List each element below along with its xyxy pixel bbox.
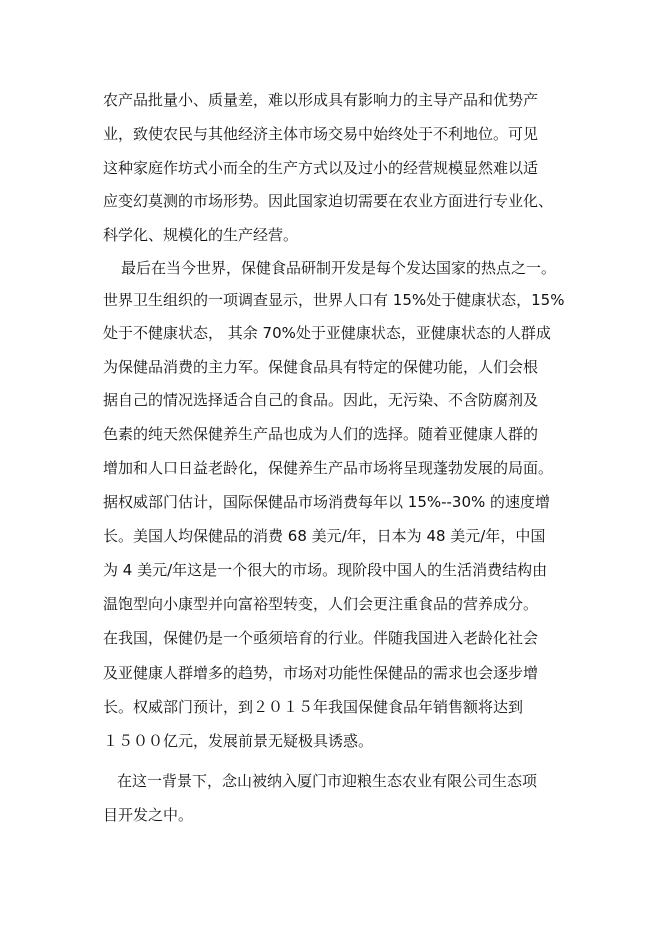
text-line: 业，致使农民与其他经济主体市场交易中始终处于不利地位。可见 — [103, 125, 539, 143]
text-line: 这种家庭作坊式小而全的生产方式以及过小的经营规模显然难以适 — [103, 159, 539, 177]
text-line: 最后在当今世界，保健食品研制开发是每个发达国家的热点之一。 — [121, 259, 557, 277]
text-line: 长。美国人均保健品的消费 68 美元/年，日本为 48 美元/年，中国 — [103, 527, 546, 545]
text-line: 长。权威部门预计，到２０１５年我国保健食品年销售额将达到 — [103, 698, 524, 716]
text-line: 农产品批量小、质量差，难以形成具有影响力的主导产品和优势产 — [103, 91, 539, 109]
text-line: 目开发之中。 — [103, 806, 194, 824]
text-line: 增加和人口日益老龄化，保健养生产品市场将呈现蓬勃发展的局面。 — [103, 459, 554, 477]
text-line: 据自己的情况选择适合自己的食品。因此，无污染、不含防腐剂及 — [103, 391, 539, 409]
text-line: 为保健品消费的主力军。保健食品具有特定的保健功能，人们会根 — [103, 358, 539, 376]
text-line: 科学化、规模化的生产经营。 — [103, 226, 299, 244]
text-line: 世界卫生组织的一项调查显示，世界人口有 15%处于健康状态，15% — [103, 291, 565, 309]
text-line: 据权威部门估计，国际保健品市场消费每年以 15%--30% 的速度增 — [103, 493, 551, 511]
text-line: 应变幻莫测的市场形势。因此国家迫切需要在农业方面进行专业化、 — [103, 192, 554, 210]
text-line: 处于不健康状态， 其余 70%处于亚健康状态，亚健康状态的人群成 — [103, 324, 551, 342]
text-line: １５００亿元，发展前景无疑极具诱惑。 — [103, 732, 374, 750]
text-line: 色素的纯天然保健养生产品也成为人们的选择。随着亚健康人群的 — [103, 425, 539, 443]
text-line: 在这一背景下，念山被纳入厦门市迎粮生态农业有限公司生态项 — [117, 772, 538, 790]
text-line: 为 4 美元/年这是一个很大的市场。现阶段中国人的生活消费结构由 — [103, 561, 548, 579]
text-line: 在我国，保健仍是一个亟须培育的行业。伴随我国进入老龄化社会 — [103, 629, 539, 647]
text-line: 温饱型向小康型并向富裕型转变，人们会更注重食品的营养成分。 — [103, 595, 539, 613]
text-line: 及亚健康人群增多的趋势，市场对功能性保健品的需求也会逐步增 — [103, 664, 539, 682]
